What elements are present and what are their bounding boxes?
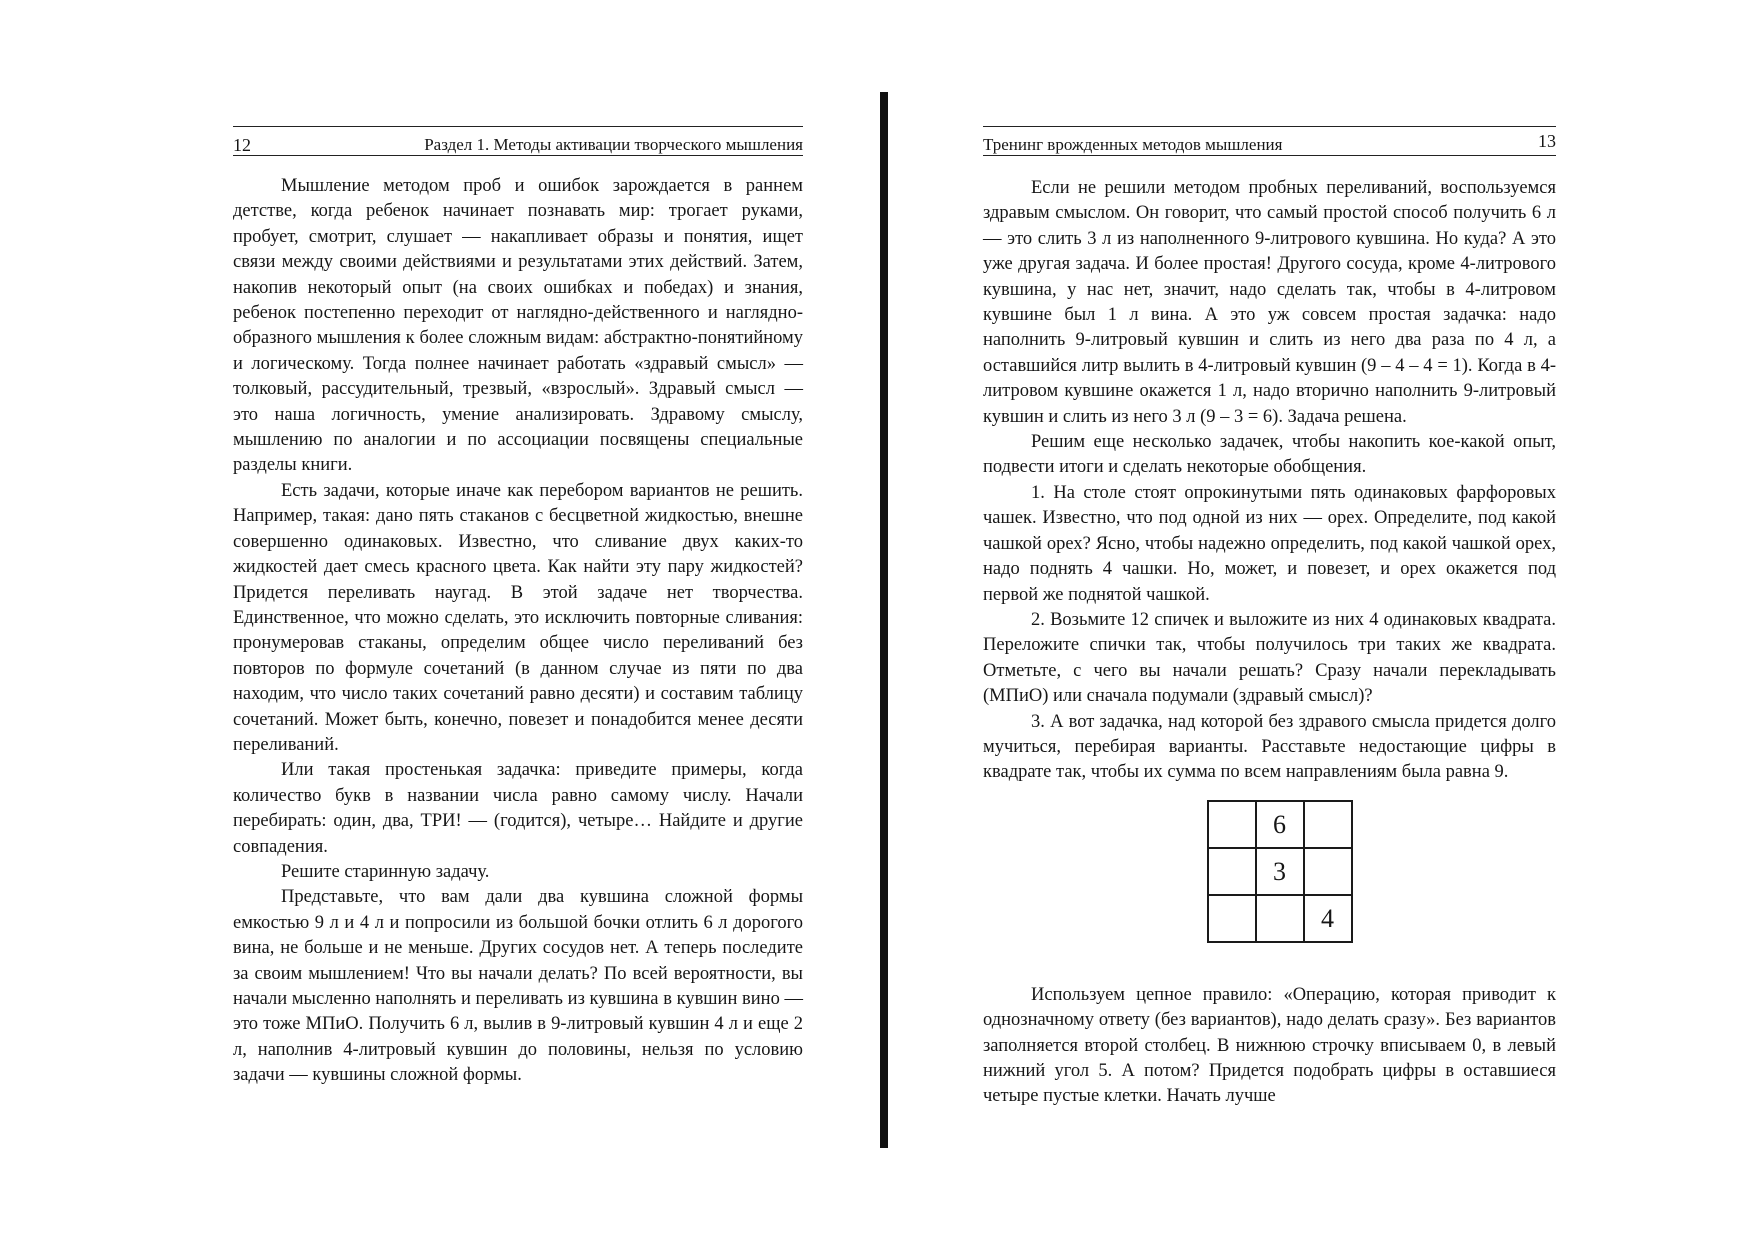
- paragraph: Представьте, что вам дали два кувшина сложной формы емкостью 9 л и 4 л и попросили из большой бочки отлить 6 л дорогого вина, не больше и не меньше. Других сосудов нет. А теперь последите за своим мышлением! Что вы начали делать? По всей вероятности, вы начали мысленно наполнять и переливать из кувшина в кувшин вино — это тоже МПиО. Получить 6 л, вылив в 9-литровый кувшин 4 л и еще 2 л, наполнив 4-литровый кувшин до половины, нельзя по условию задачи — кувшины сложной формы.: [233, 887, 803, 1086]
- paragraph: Или такая простенькая задачка: приведите примеры, когда количество букв в названии числа равно самому числу. Начали перебирать: один, два, ТРИ! — (годится), четыре… Найдите и другие совпадения.: [233, 760, 803, 857]
- magic-square-row: [1208, 848, 1352, 895]
- magic-square-cell: [1304, 801, 1352, 848]
- page-body: [983, 176, 1556, 1110]
- paragraph: 1. На столе стоят опрокинутыми пять одинаковых фарфоровых чашек. Известно, что под одной из них — орех. Определите, под какой чашкой орех? Ясно, чтобы надежно определить, под какой чашкой орех, надо поднять 4 чашки. Но, может, и повезет, и орех окажется под первой же поднятой чашкой.: [983, 482, 1556, 605]
- magic-square-cell: [1208, 848, 1256, 895]
- running-head: Раздел 1. Методы активации творческого мышления: [424, 135, 803, 154]
- page-body: [233, 174, 803, 1089]
- paragraph: 2. Возьмите 12 спичек и выложите из них 4 одинаковых квадрата. Переложите спички так, чтобы получилось три таких же квадрата. Отметьте, с чего вы начали решать? Сразу начали перекладывать (МПиО) или сначала подумали (здравый смысл)?: [983, 609, 1556, 707]
- paragraph: Решим еще несколько задачек, чтобы накопить кое-какой опыт, подвести итоги и сделать некоторые обобщения.: [983, 432, 1556, 478]
- magic-square-row: [1208, 801, 1352, 848]
- magic-square: [1207, 800, 1353, 943]
- paragraph: 3. А вот задачка, над которой без здравого смысла придется долго мучиться, перебирая варианты. Расставьте недостающие цифры в квадрате так, чтобы их сумма по всем направлениям была равна 9.: [983, 711, 1556, 783]
- magic-square-cell: [1208, 895, 1256, 942]
- page-number: 12: [233, 135, 251, 155]
- paragraph: Используем цепное правило: «Операцию, которая приводит к однозначному ответу (без вариантов), надо делать сразу». Без вариантов заполняется второй столбец. В нижнюю строчку вписываем 0, в левый нижний угол 5. А потом? Придется подобрать цифры в оставшиеся четыре пустые клетки. Начать лучше: [983, 984, 1556, 1107]
- book-spine: [880, 92, 888, 1148]
- paragraph: Если не решили методом пробных переливаний, воспользуемся здравым смыслом. Он говорит, что самый простой способ получить 6 л — это слить 3 л из наполненного 9-литрового кувшина. Но куда? А это уже другая задача. И более простая! Другого сосуда, кроме 4-литрового кувшина, у нас нет, значит, надо сделать так, чтобы в 4-литровом кувшине был 1 л вина. А это уж совсем простая задачка: надо наполнить 9-литровый кувшин и слить из него два раза по 4 л, а оставшийся литр вылить в 4-литровый кувшин (9 – 4 – 4 = 1). Когда в 4-литровом кувшине окажется 1 л, надо вторично наполнить 9-литровый кувшин и слить из него 3 л (9 – 3 = 6). Задача решена.: [983, 178, 1556, 427]
- paragraph: Решите старинную задачу.: [281, 861, 490, 882]
- running-head: Тренинг врожденных методов мышления: [983, 135, 1283, 154]
- header-rule-top: [233, 126, 803, 127]
- page-number: 13: [1538, 131, 1556, 151]
- magic-square-cell: [1256, 895, 1304, 942]
- page-header: [983, 131, 1556, 156]
- paragraph: Мышление методом проб и ошибок зарождается в раннем детстве, когда ребенок начинает познавать мир: трогает руками, пробует, смотрит, слушает — накапливает образы и понятия, ищет связи между своими действиями и результатами этих действий. Затем, накопив некоторый опыт (на своих ошибках и победах) и знания, ребенок постепенно переходит от наглядно-действенного и наглядно-образного мышления к более сложным видам: абстрактно-понятийному и логическому. Тогда полнее начинает работать «здравый смысл» — толковый, рассудительный, трезвый, «взрослый». Здравый смысл — это наша логичность, умение анализировать. Здравому смыслу, мышлению по аналогии и по ассоциации посвящены специальные разделы книги.: [233, 176, 803, 476]
- header-rule-top: [983, 126, 1556, 127]
- header-rule-bottom: [233, 155, 803, 156]
- magic-square-cell: [1304, 848, 1352, 895]
- magic-square-cell: 3: [1256, 848, 1304, 895]
- magic-square-cell: 4: [1304, 895, 1352, 942]
- header-rule-bottom: [983, 155, 1556, 156]
- magic-square-cell: [1208, 801, 1256, 848]
- magic-square-cell: 6: [1256, 801, 1304, 848]
- paragraph: Есть задачи, которые иначе как перебором вариантов не решить. Например, такая: дано пять стаканов с бесцветной жидкостью, внешне совершенно одинаковых. Известно, что сливание двух каких-то жидкостей дает смесь красного цвета. Как найти эту пару жидкостей? Придется переливать наугад. В этой задаче нет творчества. Единственное, что можно сделать, это исключить повторные сливания: пронумеровав стаканы, определим общее число переливаний без повторов по формуле сочетаний (в данном случае из пяти по два находим, что число таких сочетаний равно десяти) и составим таблицу сочетаний. Может быть, конечно, повезет и понадобится менее десяти переливаний.: [233, 480, 803, 755]
- page-header: [233, 134, 803, 156]
- magic-square-row: [1208, 895, 1352, 942]
